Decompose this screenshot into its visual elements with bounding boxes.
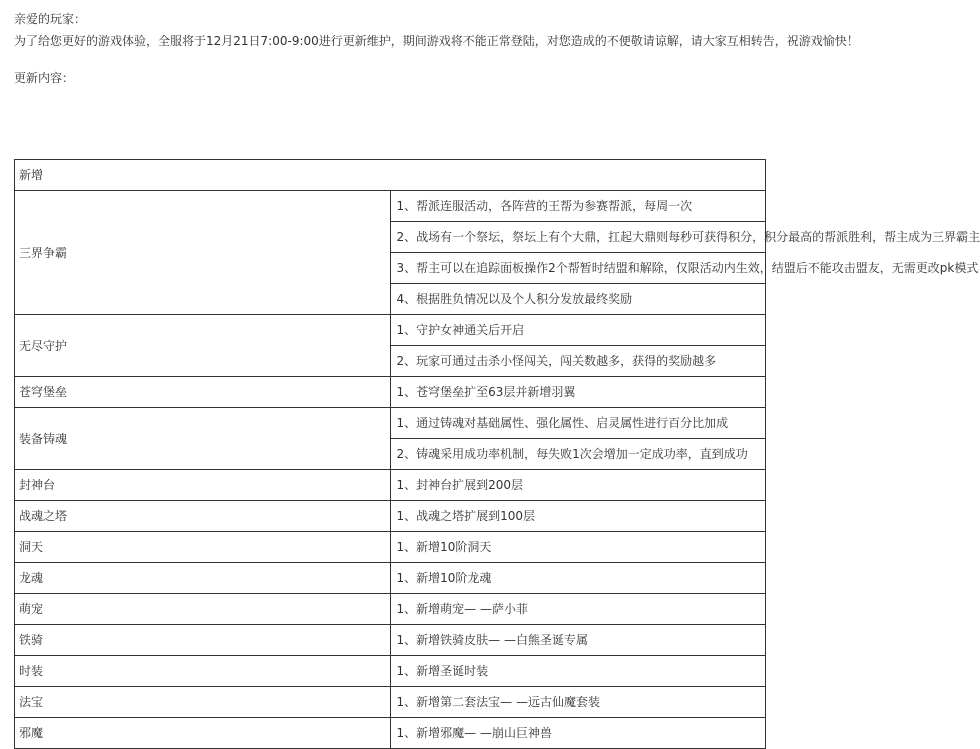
update-item-cell: 1、新增10阶洞天 bbox=[390, 532, 766, 563]
table-header-row bbox=[15, 160, 766, 191]
table-row bbox=[15, 563, 766, 594]
category-cell: 战魂之塔 bbox=[15, 501, 391, 532]
update-item-cell: 1、通过铸魂对基础属性、强化属性、启灵属性进行百分比加成 bbox=[390, 408, 766, 439]
update-item-cell: 1、新增第二套法宝— —远古仙魔套装 bbox=[390, 687, 766, 718]
category-cell: 装备铸魂 bbox=[15, 408, 391, 470]
category-cell: 萌宠 bbox=[15, 594, 391, 625]
category-cell: 法宝 bbox=[15, 687, 391, 718]
table-row bbox=[15, 625, 766, 656]
update-item-cell: 1、新增10阶龙魂 bbox=[390, 563, 766, 594]
announcement-intro bbox=[14, 8, 882, 89]
announcement-body: 为了给您更好的游戏体验，全服将于12月21日7:00-9:00进行更新维护，期间游戏将不能正常登陆，对您造成的不便敬请谅解，请大家互相转告，祝游戏愉快！ bbox=[14, 34, 859, 48]
table-row bbox=[15, 315, 766, 346]
update-item-cell: 4、根据胜负情况以及个人积分发放最终奖励 bbox=[390, 284, 766, 315]
table-row bbox=[15, 191, 766, 222]
update-item-cell: 1、新增铁骑皮肤— —白熊圣诞专属 bbox=[390, 625, 766, 656]
update-item-cell: 1、苍穹堡垒扩至63层并新增羽翼 bbox=[390, 377, 766, 408]
table-row bbox=[15, 687, 766, 718]
update-item-cell: 1、帮派连服活动，各阵营的王帮为参赛帮派，每周一次 bbox=[390, 191, 766, 222]
update-item-cell: 1、新增圣诞时装 bbox=[390, 656, 766, 687]
category-cell: 无尽守护 bbox=[15, 315, 391, 377]
table-row bbox=[15, 408, 766, 439]
table-row bbox=[15, 656, 766, 687]
category-cell: 龙魂 bbox=[15, 563, 391, 594]
update-item-cell: 1、守护女神通关后开启 bbox=[390, 315, 766, 346]
update-item-cell: 1、新增邪魔— —崩山巨神兽 bbox=[390, 718, 766, 749]
category-cell: 封神台 bbox=[15, 470, 391, 501]
category-cell: 三界争霸 bbox=[15, 191, 391, 315]
update-table bbox=[14, 159, 980, 749]
update-item-cell: 2、玩家可通过击杀小怪闯关，闯关数越多，获得的奖励越多 bbox=[390, 346, 766, 377]
update-item-cell: 1、战魂之塔扩展到100层 bbox=[390, 501, 766, 532]
table-row bbox=[15, 501, 766, 532]
update-item-cell: 2、铸魂采用成功率机制，每失败1次会增加一定成功率，直到成功 bbox=[390, 439, 766, 470]
greeting-text: 亲爱的玩家： bbox=[14, 12, 87, 26]
category-cell: 邪魔 bbox=[15, 718, 391, 749]
update-content-heading: 更新内容： bbox=[14, 71, 75, 85]
table-row bbox=[15, 470, 766, 501]
update-item-cell: 2、战场有一个祭坛，祭坛上有个大鼎，扛起大鼎则每秒可获得积分，积分最高的帮派胜利，帮主成为三界霸主 bbox=[390, 222, 766, 253]
table-row bbox=[15, 377, 766, 408]
table-row bbox=[15, 718, 766, 749]
update-item-cell: 1、新增萌宠— —萨小菲 bbox=[390, 594, 766, 625]
update-item-cell: 3、帮主可以在追踪面板操作2个帮暂时结盟和解除，仅限活动内生效，结盟后不能攻击盟友，无需更改pk模式 bbox=[390, 253, 766, 284]
category-cell: 苍穹堡垒 bbox=[15, 377, 391, 408]
category-cell: 时装 bbox=[15, 656, 391, 687]
table-row bbox=[15, 594, 766, 625]
table-row bbox=[15, 532, 766, 563]
category-cell: 洞天 bbox=[15, 532, 391, 563]
table-header-cell: 新增 bbox=[15, 160, 766, 191]
category-cell: 铁骑 bbox=[15, 625, 391, 656]
update-item-cell: 1、封神台扩展到200层 bbox=[390, 470, 766, 501]
